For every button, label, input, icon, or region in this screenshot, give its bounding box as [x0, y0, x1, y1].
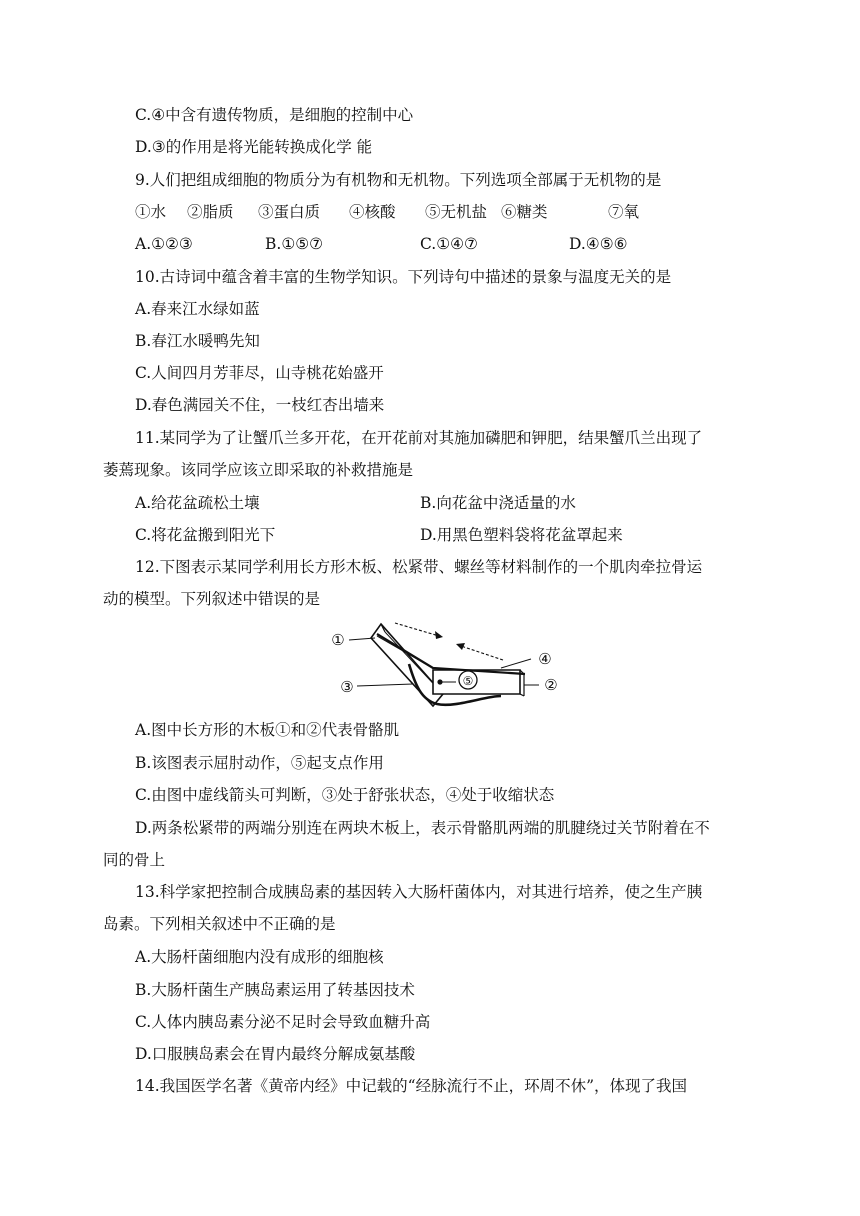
- q9-option-a: A.①②③: [135, 235, 193, 253]
- q12-stem-line2: 动的模型。下列叙述中错误的是: [103, 590, 321, 608]
- q12-option-b: B.该图表示屈肘动作，⑤起支点作用: [135, 754, 384, 772]
- q10-stem: 10.古诗词中蕴含着丰富的生物学知识。下列诗句中描述的景象与温度无关的是: [135, 268, 672, 286]
- q10-option-c: C.人间四月芳菲尽，山寺桃花始盛开: [135, 364, 384, 382]
- q9-item: ①水: [135, 203, 167, 221]
- q11-option-a: A.给花盆疏松土壤: [135, 494, 260, 512]
- q14-stem-line1: 14.我国医学名著《黄帝内经》中记载的“经脉流行不止，环周不休”，体现了我国: [135, 1077, 688, 1095]
- label-4: ④: [538, 650, 552, 668]
- q13-option-b: B.大肠杆菌生产胰岛素运用了转基因技术: [135, 981, 415, 999]
- q9-item: ⑤无机盐: [425, 203, 488, 221]
- q13-stem-line1: 13.科学家把控制合成胰岛素的基因转入大肠杆菌体内，对其进行培养，使之生产胰: [135, 883, 703, 901]
- q10-option-a: A.春来江水绿如蓝: [135, 300, 260, 318]
- q9-option-d: D.④⑤⑥: [569, 235, 628, 253]
- q8-option-d: D.③的作用是将光能转换成化学 能: [135, 138, 373, 156]
- label-5: ⑤: [462, 674, 474, 688]
- q9-option-b: B.①⑤⑦: [265, 235, 324, 253]
- q10-option-b: B.春江水暖鸭先知: [135, 332, 260, 350]
- q9-stem: 9.人们把组成细胞的物质分为有机物和无机物。下列选项全部属于无机物的是: [135, 171, 662, 189]
- muscle-bone-model-figure: [325, 612, 580, 715]
- q12-option-d-line2: 同的骨上: [103, 851, 166, 869]
- q9-item: ⑥糖类: [501, 203, 548, 221]
- label-2: ②: [544, 676, 558, 694]
- q9-item: ⑦氧: [608, 203, 640, 221]
- q9-item: ②脂质: [187, 203, 234, 221]
- label-1: ①: [331, 631, 345, 649]
- q13-option-c: C.人体内胰岛素分泌不足时会导致血糖升高: [135, 1013, 431, 1031]
- q9-option-c: C.①④⑦: [420, 235, 478, 253]
- q12-option-a: A.图中长方形的木板①和②代表骨骼肌: [135, 721, 400, 739]
- q12-option-c: C.由图中虚线箭头可判断，③处于舒张状态，④处于收缩状态: [135, 786, 555, 804]
- q13-stem-line2: 岛素。下列相关叙述中不正确的是: [103, 915, 336, 933]
- q9-item: ④核酸: [349, 203, 396, 221]
- q11-stem-line1: 11.某同学为了让蟹爪兰多开花，在开花前对其施加磷肥和钾肥，结果蟹爪兰出现了: [135, 429, 703, 447]
- q8-option-c: C.④中含有遗传物质，是细胞的控制中心: [135, 106, 414, 124]
- q12-option-d-line1: D.两条松紧带的两端分别连在两块木板上，表示骨骼肌两端的肌腱绕过关节附着在不: [135, 819, 710, 837]
- q13-option-a: A.大肠杆菌细胞内没有成形的细胞核: [135, 948, 384, 966]
- q9-item: ③蛋白质: [258, 203, 321, 221]
- q12-stem-line1: 12.下图表示某同学利用长方形木板、松紧带、螺丝等材料制作的一个肌肉牵拉骨运: [135, 558, 703, 576]
- q11-option-d: D.用黑色塑料袋将花盆罩起来: [420, 526, 623, 544]
- q10-option-d: D.春色满园关不住，一枝红杏出墙来: [135, 396, 385, 414]
- q11-stem-line2: 萎蔫现象。该同学应该立即采取的补救措施是: [103, 461, 414, 479]
- label-3: ③: [340, 678, 354, 696]
- q11-option-b: B.向花盆中浇适量的水: [420, 494, 576, 512]
- q11-option-c: C.将花盆搬到阳光下: [135, 526, 276, 544]
- q13-option-d: D.口服胰岛素会在胃内最终分解成氨基酸: [135, 1045, 416, 1063]
